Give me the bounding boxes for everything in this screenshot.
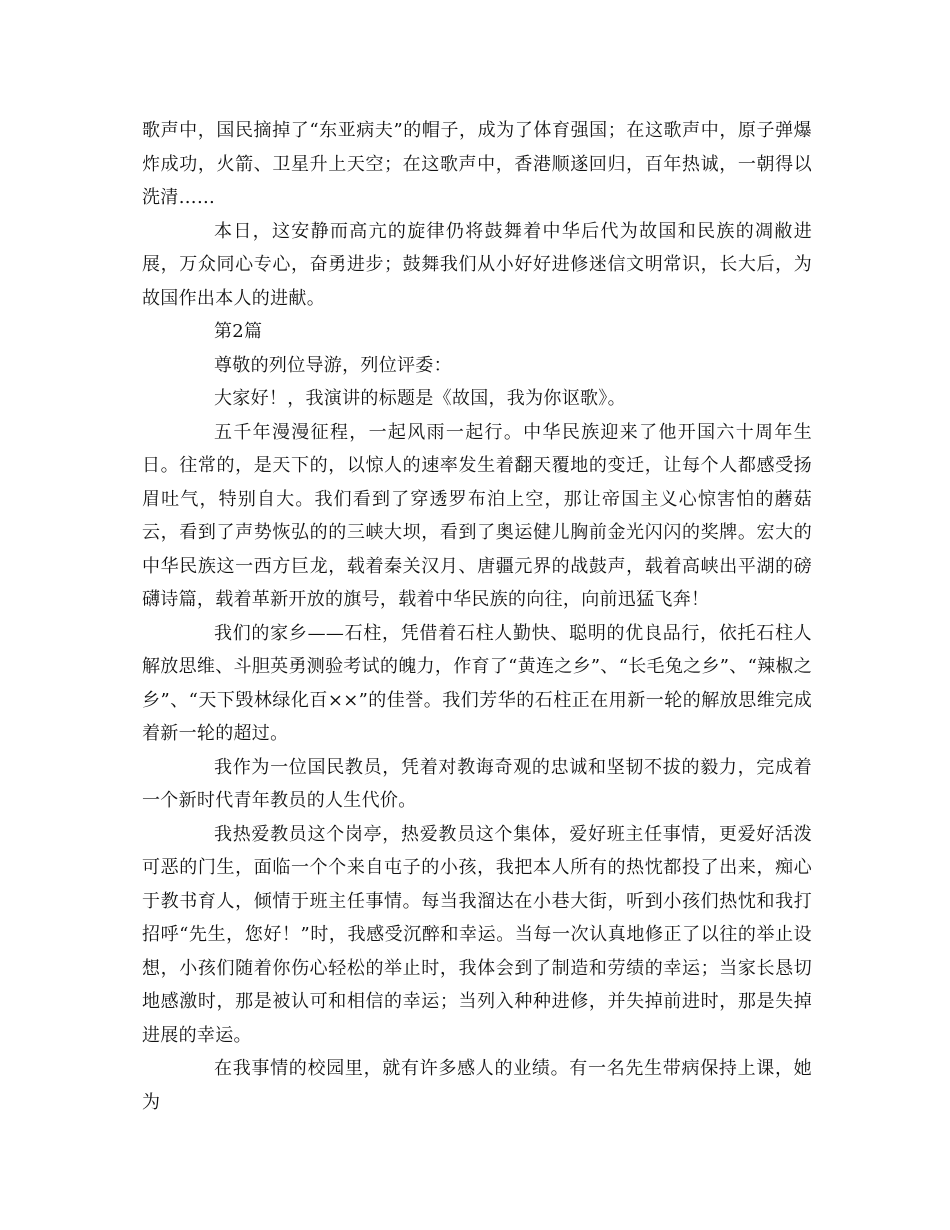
paragraph-6: 我热爱教员这个岗亭，热爱教员这个集体，爱好班主任事情，更爱好活泼可恶的门生，面临一个个来自屯子的小孩，我把本人所有的热忱都投了出来，痴心于教书育人，倾情于班主任事情。每当我溜达在小巷大街，听到小孩们热忱和我打招呼“先生，您好！”时，我感受沉醉和幸运。当每一次认真地修正了以往的举止设想，小孩们随着你伤心轻松的举止时，我体会到了制造和劳绩的幸运；当家长恳切地感激时，那是被认可和相信的幸运；当列入种种进修，并失掉前进时，那是失掉进展的幸运。 — [142, 823, 812, 1046]
paragraph-3: 五千年漫漫征程，一起风雨一起行。中华民族迎来了他开国六十周年生日。往常的，是天下的，以惊人的速率发生着翻天覆地的变迁，让每个人都感受扬眉吐气，特别自大。我们看到了穿透罗布泊上空，那让帝国主义心惊害怕的蘑菇云，看到了声势恢弘的的三峡大坝，看到了奥运健儿胸前金光闪闪的奖牌。宏大的中华民族这一西方巨龙，载着秦关汉月、唐疆元界的战鼓声，载着高峡出平湖的磅礴诗篇，载着革新开放的旗号，载着中华民族的向往，向前迅猛飞奔！ — [142, 421, 812, 610]
paragraph-7: 在我事情的校园里，就有许多感人的业绩。有一名先生带病保持上课，她为 — [142, 1058, 812, 1113]
document-page — [142, 114, 812, 1119]
salutation: 尊敬的列位导游，列位评委： — [214, 354, 452, 376]
greeting: 大家好！，我演讲的标题是《故国，我为你讴歌》。 — [214, 388, 626, 409]
paragraph-1: 歌声中，国民摘掉了“东亚病夫”的帽子，成为了体育强国；在这歌声中，原子弹爆炸成功，火箭、卫星升上天空；在这歌声中，香港顺遂回归，百年热诚，一朝得以洗清…… — [142, 120, 812, 208]
section-heading: 第2篇 — [214, 321, 263, 342]
paragraph-2: 本日，这安静而高亢的旋律仍将鼓舞着中华后代为故国和民族的凋敝进展，万众同心专心，奋勇进步；鼓舞我们从小好好进修迷信文明常识，长大后，为故国作出本人的进献。 — [142, 220, 812, 309]
paragraph-5: 我作为一位国民教员，凭着对教诲奇观的忠诚和坚韧不拔的毅力，完成着一个新时代青年教员的人生代价。 — [142, 756, 812, 811]
paragraph-4: 我们的家乡——石柱，凭借着石柱人勤快、聪明的优良品行，依托石柱人解放思维、斗胆英勇测验考试的魄力，作育了“黄连之乡”、“长毛兔之乡”、“辣椒之乡”、“天下毁林绿化百××”的佳誉。我们芳华的石柱正在用新一轮的解放思维完成着新一轮的超过。 — [142, 622, 812, 744]
